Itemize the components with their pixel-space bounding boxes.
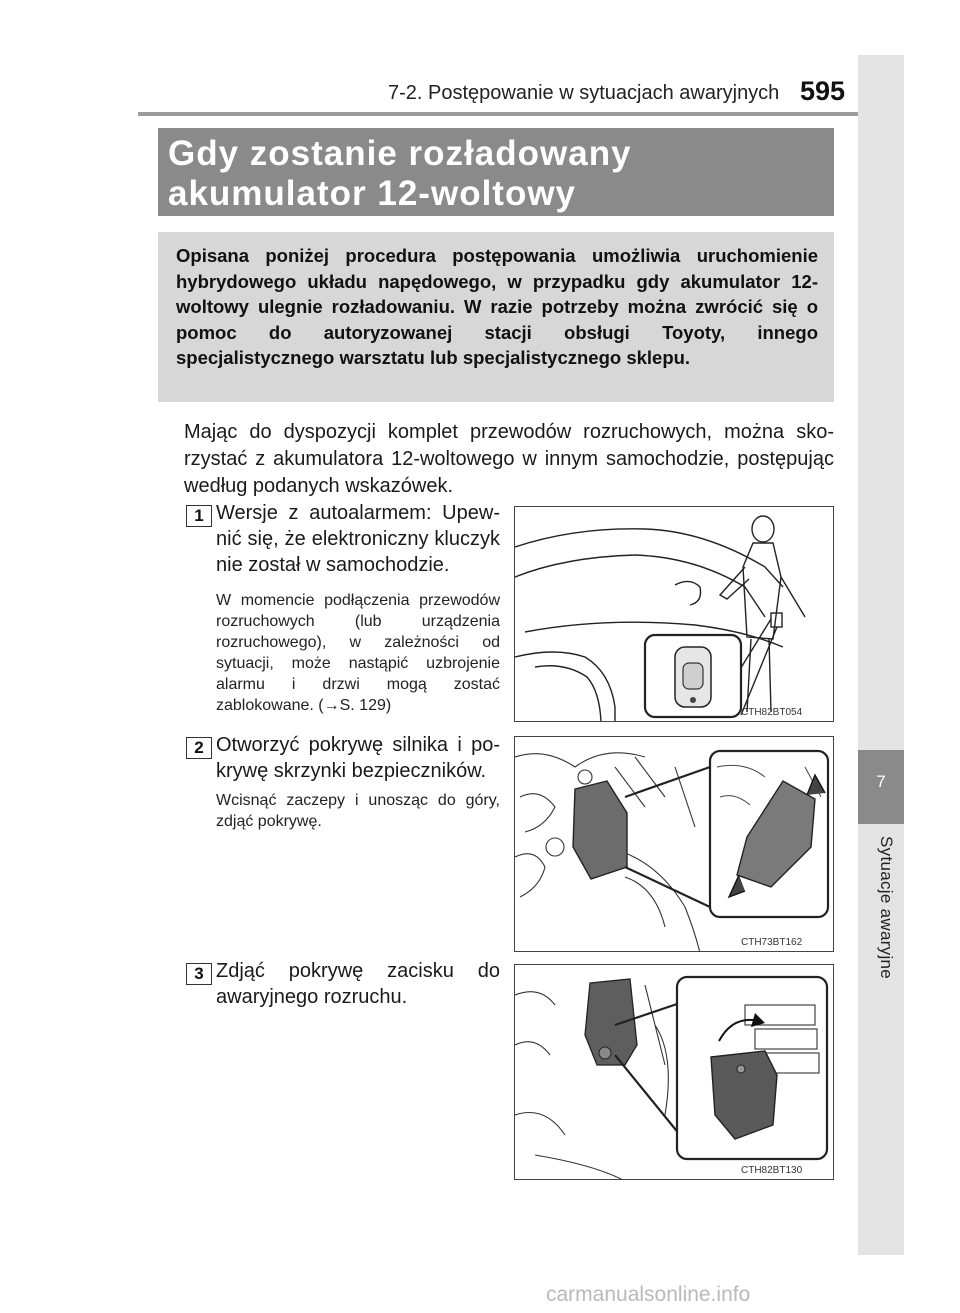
fuse-box-cover: [573, 781, 627, 879]
step-number-3: 3: [186, 963, 212, 985]
side-tab-number[interactable]: 7: [858, 750, 904, 824]
side-tab-label: Sytuacje awaryjne: [877, 836, 896, 980]
car-door-illustration: [515, 507, 834, 722]
intro-text: Opisana poniżej procedura postępowania umożliwia uruchomienie hybrydowego układu napędowego, w przypadku gdy akumulator 12-woltowy ulegnie rozładowaniu. W razie potrzeby można zwrócić się o pomoc do autoryzowanej stacji obsługi Toyoty, innego specjalistycznego warsztatu lub specjalistycznego sklepu.: [176, 245, 818, 368]
section-title: Gdy zostanie rozładowany akumulator 12-woltowy: [168, 134, 632, 213]
header-rule: [138, 112, 858, 116]
chapter-header: 7-2. Postępowanie w sytuacjach awaryjnych: [388, 82, 780, 104]
side-tab-strip: [858, 55, 904, 1255]
step-number-1: 1: [186, 505, 212, 527]
step-text-2: Otworzyć pokrywę silnika i pokrywę skrzynki bezpieczników.: [216, 734, 500, 782]
step-text-1: Wersje z autoalarmem: Upewnić się, że elektroniczny kluczyk nie został w samochodzie.: [216, 502, 500, 576]
page-number: 595: [800, 76, 846, 106]
step-note-1: W momencie podłączenia przewodów rozruchowych (lub urządzenia rozruchowego), w zależności od sytuacji, może nastąpić uzbrojenie alarmu i drzwi mogą zostać zablokowane. (→S. 129): [216, 592, 500, 714]
step-text-3: Zdjąć pokrywę zacisku do awaryjnego rozruchu.: [216, 960, 500, 1008]
figure-car-key: [514, 506, 834, 722]
figure-code-2: CTH73BT162: [741, 937, 803, 948]
figure-code-3: CTH82BT130: [741, 1165, 803, 1176]
step-number-2: 2: [186, 737, 212, 759]
figure-jump-terminal: [514, 964, 834, 1180]
body-paragraph: Mając do dyspozycji komplet przewodów rozruchowych, można skorzystać z akumulatora 12-woltowego w innym samochodzie, postępując według podanych wskazówek.: [184, 421, 834, 497]
terminal-cover-illustration: [515, 965, 834, 1180]
figure-fuse-box: [514, 736, 834, 952]
figure-code-1: CTH82BT054: [741, 707, 803, 718]
footer-watermark: carmanualsonline.info: [546, 1283, 751, 1306]
step-note-2: Wcisnąć zaczepy i unosząc do góry, zdjąć pokrywę.: [216, 792, 500, 830]
engine-bay-illustration: [515, 737, 834, 952]
